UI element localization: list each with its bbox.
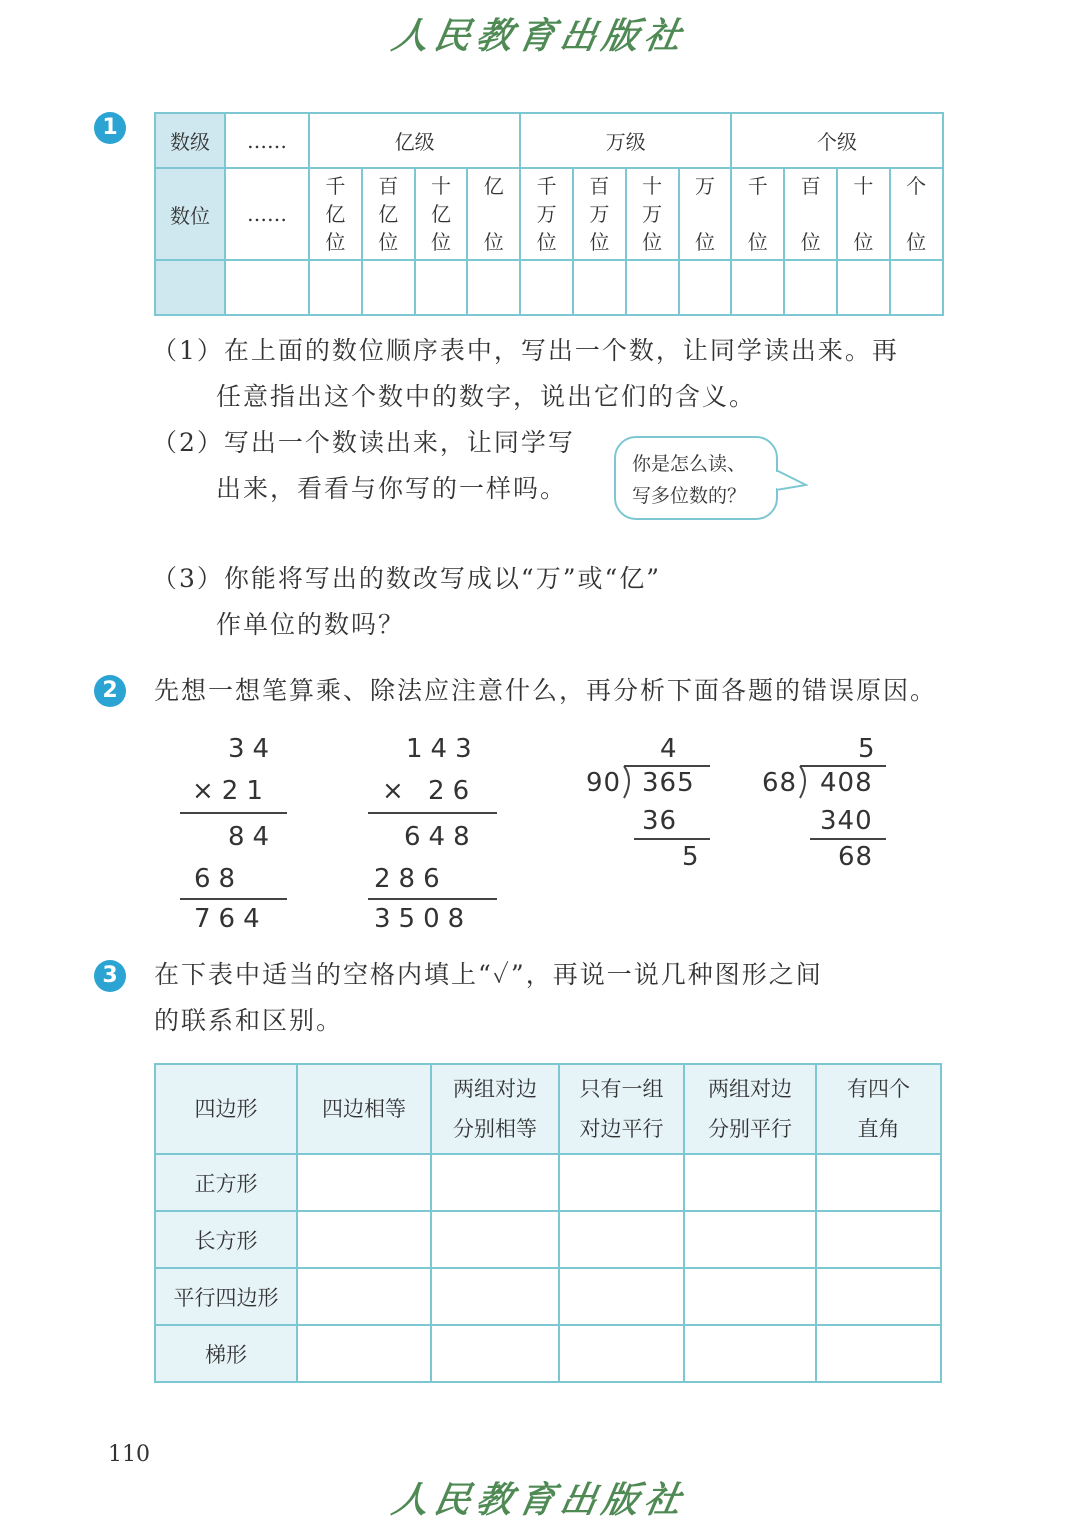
header-line: 对边平行 (579, 1117, 664, 1141)
check-cell[interactable] (684, 1268, 816, 1325)
header-line: 四边形 (194, 1097, 258, 1121)
check-cell[interactable] (559, 1154, 684, 1211)
group-wan: 万级 (520, 113, 731, 168)
place-cell (837, 168, 890, 260)
calc2-partial-2: 286 (374, 864, 448, 894)
place-label (695, 172, 715, 256)
place-cell (362, 168, 415, 260)
label-shuwei: 数位 (155, 168, 225, 260)
calc3-product: 36 (642, 806, 678, 836)
place-label (748, 172, 768, 256)
header-cell (816, 1064, 941, 1154)
place-char: 位 (378, 230, 399, 254)
table-row (155, 1154, 941, 1211)
bubble-line-2: 写多位数的？ (632, 485, 747, 507)
ellipsis-cell: …… (225, 113, 309, 168)
header-line: 有四个 (847, 1077, 910, 1101)
check-cell[interactable] (559, 1211, 684, 1268)
place-char: 位 (536, 230, 557, 254)
calc1-partial-1: 84 (228, 822, 278, 852)
header-line: 分别平行 (708, 1117, 792, 1141)
calc2-partial-1: 648 (404, 822, 478, 852)
place-label (537, 172, 557, 256)
place-label (642, 172, 662, 256)
header-line: 分别相等 (453, 1117, 537, 1141)
q1-part3-line1: （3）你能将写出的数改写成以“万”或“亿” (152, 564, 662, 593)
calc4-dividend: 408 (820, 768, 873, 798)
check-cell[interactable] (684, 1325, 816, 1382)
q1-part3-line2: 作单位的数吗？ (216, 610, 406, 639)
header-line: 四边相等 (322, 1097, 406, 1121)
place-char: 个 (906, 174, 927, 198)
place-char: 位 (325, 230, 346, 254)
calc1-multiplicand: 34 (228, 734, 278, 764)
place-char (801, 200, 821, 228)
q2-instruction: 先想一想笔算乘、除法应注意什么，再分析下面各题的错误原因。 (154, 676, 938, 705)
place-char: 位 (800, 230, 821, 254)
place-char: 亿 (378, 202, 399, 226)
place-cell (731, 168, 784, 260)
empty-cell[interactable] (467, 260, 520, 315)
empty-cell[interactable] (362, 260, 415, 315)
place-char: 亿 (430, 202, 451, 226)
q1-part1-line2: 任意指出这个数中的数字，说出它们的含义。 (216, 382, 757, 411)
place-cell (309, 168, 362, 260)
place-char: 万 (589, 202, 610, 226)
bubble-line-1: 你是怎么读、 (632, 453, 747, 475)
calc2-result: 3508 (374, 904, 473, 934)
empty-cell[interactable] (890, 260, 943, 315)
calc1-rule-1 (180, 812, 287, 814)
header-line: 两组对边 (453, 1077, 537, 1101)
place-cell (520, 168, 573, 260)
place-char: 百 (800, 174, 821, 198)
q1-part1-line1: （1）在上面的数位顺序表中，写出一个数，让同学读出来。再 (152, 336, 899, 365)
header-cell (559, 1064, 684, 1154)
group-ge: 个级 (731, 113, 942, 168)
place-value-table (154, 112, 944, 316)
place-label (378, 172, 398, 256)
empty-cell[interactable] (837, 260, 890, 315)
q1-part2-line1: （2）写出一个数读出来，让同学写 (152, 428, 575, 457)
calc2-multiplicand: 143 (406, 734, 480, 764)
q3-instruction-line1: 在下表中适当的空格内填上“✓”，再说一说几种图形之间 (154, 960, 823, 989)
empty-cell[interactable] (731, 260, 784, 315)
check-cell[interactable] (431, 1268, 559, 1325)
place-char: 位 (642, 230, 663, 254)
check-cell[interactable] (297, 1268, 431, 1325)
check-cell[interactable] (559, 1325, 684, 1382)
empty-cell[interactable] (626, 260, 679, 315)
header-line: 只有一组 (579, 1077, 664, 1101)
place-cell (784, 168, 837, 260)
place-char (853, 200, 873, 228)
check-cell[interactable] (297, 1325, 431, 1382)
place-char: 千 (536, 174, 557, 198)
place-label (801, 172, 821, 256)
group-yi: 亿级 (309, 113, 520, 168)
place-label (589, 172, 609, 256)
calc1-partial-2: 68 (194, 864, 244, 894)
empty-cell[interactable] (415, 260, 468, 315)
place-cell (890, 168, 943, 260)
check-cell[interactable] (816, 1268, 941, 1325)
row-header: 正方形 (155, 1154, 297, 1211)
q1-part2-line2: 出来，看看与你写的一样吗。 (216, 474, 568, 503)
check-cell[interactable] (816, 1211, 941, 1268)
empty-cell[interactable] (784, 260, 837, 315)
place-cell (626, 168, 679, 260)
place-label (906, 172, 926, 256)
place-char: 百 (378, 174, 399, 198)
place-char: 十 (853, 174, 874, 198)
place-char: 万 (694, 174, 715, 198)
check-cell[interactable] (816, 1325, 941, 1382)
place-label (325, 172, 345, 256)
calc4-rule (810, 838, 886, 840)
empty-cell[interactable] (679, 260, 732, 315)
empty-cell[interactable] (309, 260, 362, 315)
header-cell (431, 1064, 559, 1154)
place-char: 位 (483, 230, 504, 254)
calc2-rule-1 (368, 812, 497, 814)
place-char (695, 200, 715, 228)
place-char: 万 (642, 202, 663, 226)
place-char: 万 (536, 202, 557, 226)
calc4-divisor: 68 (762, 768, 798, 798)
check-cell[interactable] (816, 1154, 941, 1211)
place-char (484, 200, 504, 228)
check-cell[interactable] (297, 1154, 431, 1211)
table-row (155, 1268, 941, 1325)
header-cell (155, 1064, 297, 1154)
header-line: 两组对边 (708, 1077, 792, 1101)
calc3-divisor: 90 (586, 768, 622, 798)
empty-cell[interactable] (573, 260, 626, 315)
place-char: 十 (642, 174, 663, 198)
empty-cell[interactable] (520, 260, 573, 315)
check-cell[interactable] (297, 1211, 431, 1268)
row-header: 梯形 (155, 1325, 297, 1382)
ellipsis-cell: …… (225, 168, 309, 260)
place-char: 位 (906, 230, 927, 254)
calc1-result: 764 (194, 904, 268, 934)
q3-instruction-line2: 的联系和区别。 (154, 1006, 344, 1035)
place-char: 位 (747, 230, 768, 254)
place-label (484, 172, 504, 256)
place-cell (573, 168, 626, 260)
table-row (155, 1325, 941, 1382)
label-shuji: 数级 (155, 113, 225, 168)
place-char: 千 (747, 174, 768, 198)
calc4-remainder: 68 (838, 842, 874, 872)
publisher-watermark-top: 人民教育出版社 (388, 15, 691, 57)
place-char: 位 (694, 230, 715, 254)
place-char: 位 (853, 230, 874, 254)
check-cell[interactable] (431, 1325, 559, 1382)
calc3-quotient: 4 (660, 734, 685, 764)
calc3-dividend: 365 (642, 768, 695, 798)
header-line: 直角 (857, 1117, 900, 1141)
speech-bubble-tail (776, 468, 808, 494)
speech-bubble (614, 436, 778, 520)
calc3-rule (634, 838, 710, 840)
place-char: 亿 (325, 202, 346, 226)
question-2-badge: 2 (94, 675, 126, 707)
calc2-multiplier: × 26 (382, 776, 478, 806)
quadrilateral-table (154, 1063, 942, 1383)
publisher-watermark-bottom: 人民教育出版社 (388, 1479, 691, 1521)
place-char: 位 (430, 230, 451, 254)
row-header: 长方形 (155, 1211, 297, 1268)
calc3-remainder: 5 (682, 842, 707, 872)
place-char: 百 (589, 174, 610, 198)
empty-label-cell (155, 260, 225, 315)
check-cell[interactable] (559, 1268, 684, 1325)
calc1-multiplier: ×21 (192, 776, 271, 806)
place-label (431, 172, 451, 256)
row-header: 平行四边形 (155, 1268, 297, 1325)
place-char (748, 200, 768, 228)
check-cell[interactable] (431, 1211, 559, 1268)
header-cell (684, 1064, 816, 1154)
calc1-rule-2 (180, 898, 287, 900)
check-cell[interactable] (684, 1211, 816, 1268)
place-char: 位 (589, 230, 610, 254)
check-cell[interactable] (684, 1154, 816, 1211)
table-row (155, 1211, 941, 1268)
check-cell[interactable] (431, 1154, 559, 1211)
question-1-badge: 1 (94, 112, 126, 144)
place-char: 亿 (483, 174, 504, 198)
header-cell (297, 1064, 431, 1154)
question-3-badge: 3 (94, 960, 126, 992)
place-cell (679, 168, 732, 260)
place-char (906, 200, 926, 228)
place-cell (415, 168, 468, 260)
page-number: 110 (108, 1442, 150, 1467)
place-char: 十 (430, 174, 451, 198)
calc2-rule-2 (368, 898, 497, 900)
place-cell (467, 168, 520, 260)
calc4-product: 340 (820, 806, 873, 836)
place-char: 千 (325, 174, 346, 198)
place-label (853, 172, 873, 256)
empty-cell[interactable] (225, 260, 309, 315)
calc4-quotient: 5 (858, 734, 883, 764)
